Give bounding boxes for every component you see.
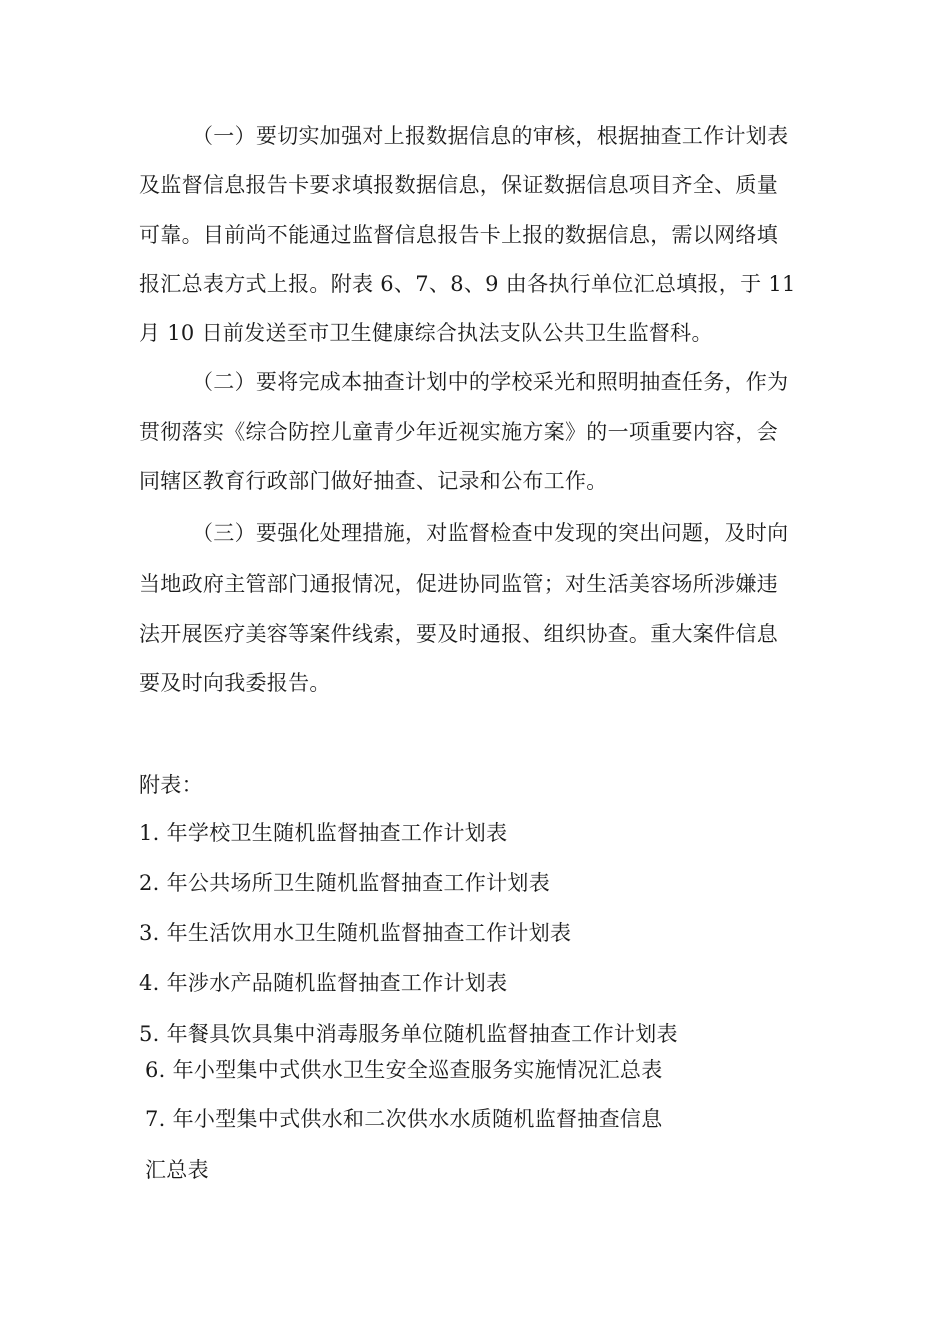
- attachment-item: 6. 年小型集中式供水卫生安全巡查服务实施情况汇总表: [145, 1058, 663, 1082]
- paragraph-2-line-1: （二）要将完成本抽查计划中的学校采光和照明抽查任务，作为: [192, 370, 789, 394]
- paragraph-2-line-2: 贯彻落实《综合防控儿童青少年近视实施方案》的一项重要内容，会: [139, 420, 778, 444]
- paragraph-2-line-3: 同辖区教育行政部门做好抽查、记录和公布工作。: [139, 469, 608, 493]
- paragraph-1-line-2: 及监督信息报告卡要求填报数据信息，保证数据信息项目齐全、质量: [139, 173, 778, 197]
- paragraph-1-line-1: （一）要切实加强对上报数据信息的审核，根据抽查工作计划表: [192, 124, 789, 148]
- attachment-item: 1. 年学校卫生随机监督抽查工作计划表: [139, 821, 508, 845]
- paragraph-3-line-4: 要及时向我委报告。: [139, 671, 331, 695]
- paragraph-1-line-5: 月 10 日前发送至市卫生健康综合执法支队公共卫生监督科。: [139, 321, 713, 345]
- attachments-title: 附表：: [139, 773, 203, 797]
- paragraph-3-line-3: 法开展医疗美容等案件线索，要及时通报、组织协查。重大案件信息: [139, 622, 778, 646]
- attachment-item: 5. 年餐具饮具集中消毒服务单位随机监督抽查工作计划表: [139, 1022, 678, 1046]
- attachment-item: 2. 年公共场所卫生随机监督抽查工作计划表: [139, 871, 551, 895]
- paragraph-1-line-3: 可靠。目前尚不能通过监督信息报告卡上报的数据信息，需以网络填: [139, 223, 778, 247]
- attachment-item: 4. 年涉水产品随机监督抽查工作计划表: [139, 971, 508, 995]
- paragraph-3-line-2: 当地政府主管部门通报情况，促进协同监管；对生活美容场所涉嫌违: [139, 572, 778, 596]
- attachment-item: 7. 年小型集中式供水和二次供水水质随机监督抽查信息: [145, 1107, 663, 1131]
- paragraph-1-line-4: 报汇总表方式上报。附表 6、7、8、9 由各执行单位汇总填报，于 11: [139, 272, 796, 296]
- attachment-item: 3. 年生活饮用水卫生随机监督抽查工作计划表: [139, 921, 572, 945]
- attachment-item-continuation: 汇总表: [145, 1158, 209, 1182]
- paragraph-3-line-1: （三）要强化处理措施，对监督检查中发现的突出问题，及时向: [192, 521, 789, 545]
